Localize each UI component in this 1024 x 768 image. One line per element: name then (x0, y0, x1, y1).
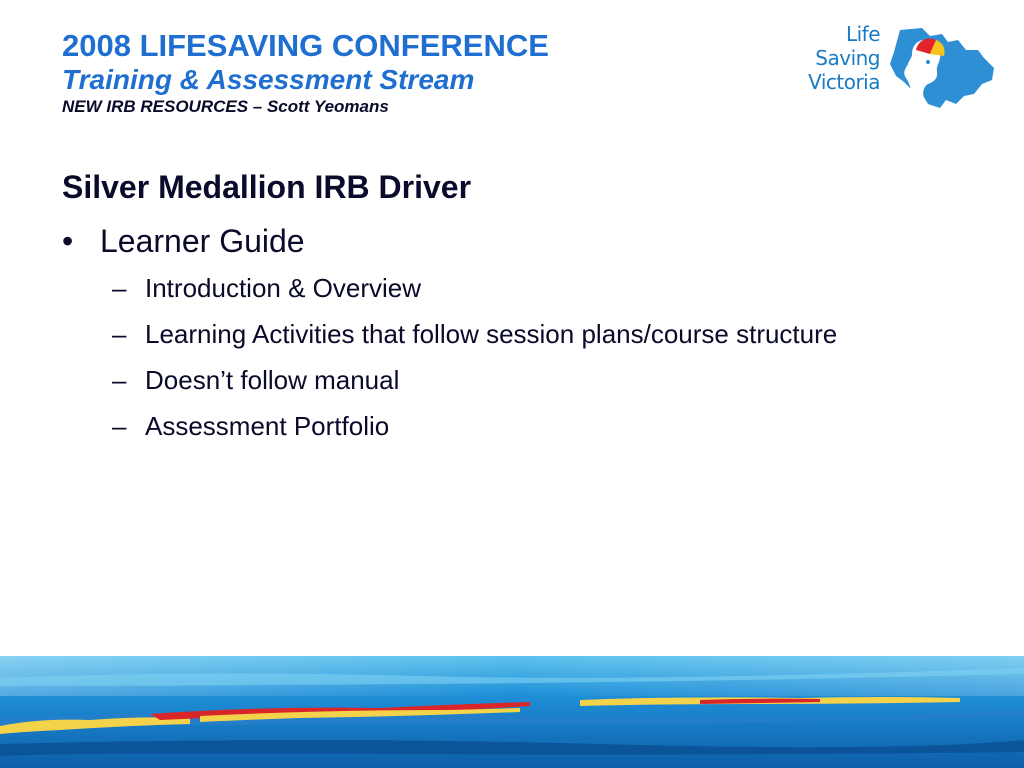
sub-bullet-list (112, 270, 962, 445)
conference-title: 2008 LIFESAVING CONFERENCE (62, 28, 549, 63)
presenter-line: NEW IRB RESOURCES – Scott Yeomans (62, 97, 389, 116)
stream-title: Training & Assessment Stream (62, 64, 475, 95)
sub-bullet-text: Learning Activities that follow session plans/course structure (145, 319, 838, 349)
logo-line-3: Victoria (808, 70, 880, 94)
sub-bullet-marker: – (112, 319, 127, 349)
slide-header (62, 28, 762, 118)
section-heading: Silver Medallion IRB Driver (62, 169, 472, 205)
sub-bullet-marker: – (112, 273, 127, 303)
slide-body (62, 168, 962, 454)
sub-bullet-item (112, 408, 962, 445)
sub-bullet-marker: – (112, 411, 127, 441)
logo-line-1: Life (845, 22, 880, 46)
life-saving-victoria-logo (800, 22, 1000, 114)
sub-bullet-text: Doesn’t follow manual (145, 365, 400, 395)
logo-line-2: Saving (815, 46, 880, 70)
logo-wordmark (800, 22, 880, 94)
ocean-water-band (0, 656, 1024, 768)
sub-bullet-item (112, 316, 962, 353)
sub-bullet-text: Assessment Portfolio (145, 411, 390, 441)
bullet-marker: • (62, 223, 74, 259)
sub-bullet-text: Introduction & Overview (145, 273, 422, 303)
lifesaver-head-map-icon (882, 24, 998, 114)
sub-bullet-item (112, 362, 962, 399)
sub-bullet-marker: – (112, 365, 127, 395)
sub-bullet-item (112, 270, 962, 307)
bullet-item (62, 222, 962, 260)
bullet-label: Learner Guide (100, 223, 305, 259)
